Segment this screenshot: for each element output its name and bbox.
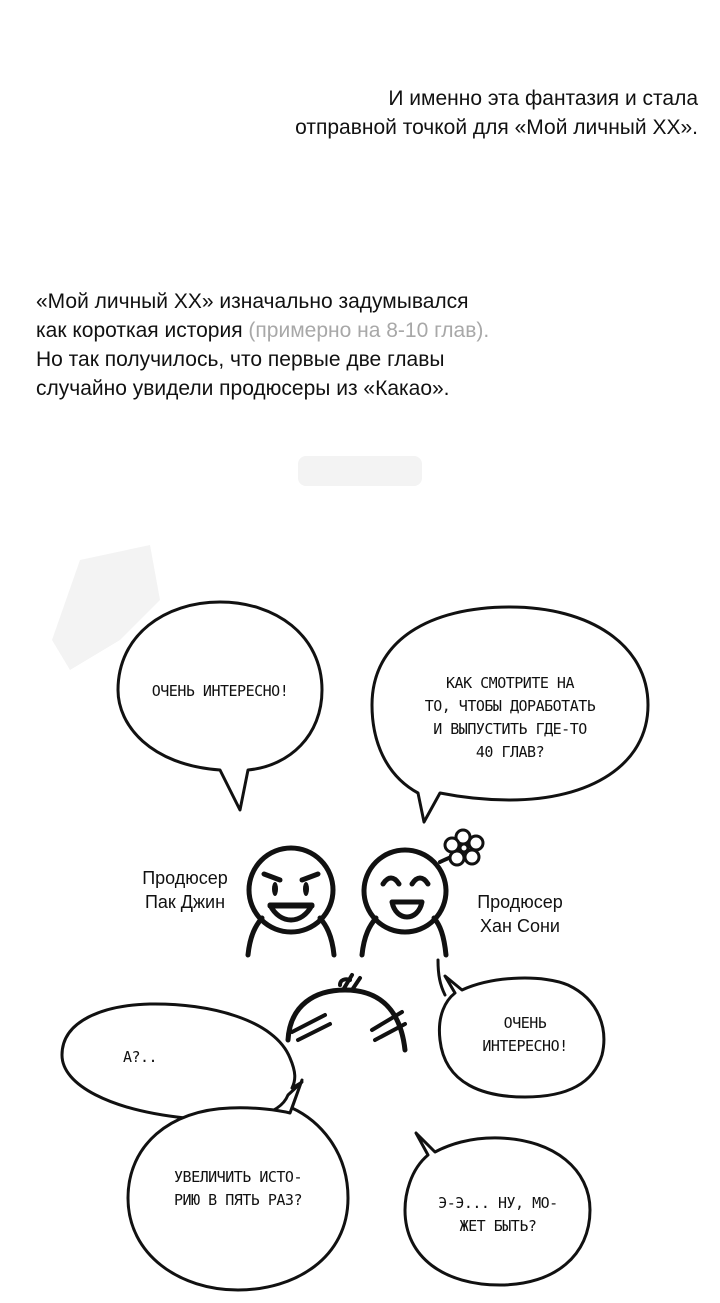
bubble-proposal-line-2: ТО, ЧТОБЫ ДОРАБОТАТЬ — [424, 697, 596, 715]
caption-producer-han-soni — [460, 890, 580, 938]
flower-icon — [445, 830, 483, 865]
bubble-enlarge-line-1: УВЕЛИЧИТЬ ИСТО- — [174, 1168, 302, 1186]
caption-pak-jin-line-2: Пак Джин — [144, 892, 226, 912]
bubble-interesting-2-line-1: ОЧЕНЬ — [503, 1014, 547, 1032]
bubble-interesting-1-line-1: ОЧЕНЬ ИНТЕРЕСНО! — [151, 682, 289, 700]
bubble-proposal-line-4: 40 ГЛАВ? — [475, 743, 545, 761]
character-pak-jin — [248, 848, 334, 955]
bubble-proposal-line-1: КАК СМОТРИТЕ НА — [446, 674, 574, 692]
bubble-text-interesting-1 — [120, 680, 320, 703]
bubble-enlarge-line-2: РИЮ В ПЯТЬ РАЗ? — [174, 1191, 302, 1209]
bubble-text-interesting-2 — [455, 1012, 595, 1058]
narration-middle-line-4: случайно увидели продюсеры из «Какао». — [36, 377, 450, 400]
narration-middle-line-1: «Мой личный XX» изначально задумывался — [36, 290, 469, 313]
caption-han-soni-line-2: Хан Сони — [480, 916, 560, 936]
bubble-text-huh — [100, 1046, 180, 1069]
narration-middle-line-2-main: как короткая история — [36, 319, 249, 342]
caption-han-soni-line-1: Продюсер — [477, 892, 563, 912]
bubble-text-enlarge — [140, 1166, 336, 1212]
narration-middle-aside: (примерно на 8-10 глав). — [248, 319, 490, 342]
bubble-maybe-line-1: Э-Э... НУ, МО- — [438, 1194, 558, 1212]
speech-bubble-interesting-1 — [118, 602, 322, 810]
bubble-interesting-2-line-2: ИНТЕРЕСНО! — [482, 1037, 568, 1055]
bubble-huh-line-1: А?.. — [122, 1048, 158, 1066]
bubble-text-maybe — [418, 1192, 578, 1238]
narration-top-line-1: И именно эта фантазия и стала — [388, 87, 698, 110]
character-from-behind — [288, 975, 405, 1050]
narration-middle-line-3: Но так получилось, что первые две главы — [36, 348, 445, 371]
caption-producer-pak-jin — [125, 866, 245, 914]
caption-pak-jin-line-1: Продюсер — [142, 868, 228, 888]
bubble-maybe-line-2: ЖЕТ БЫТЬ? — [459, 1217, 537, 1235]
bubble-text-proposal — [390, 672, 630, 764]
speech-bubble-huh — [62, 1004, 302, 1120]
narration-top-line-2: отправной точкой для «Мой личный XX». — [295, 116, 698, 139]
bubble-proposal-line-3: И ВЫПУСТИТЬ ГДЕ-ТО — [433, 720, 587, 738]
